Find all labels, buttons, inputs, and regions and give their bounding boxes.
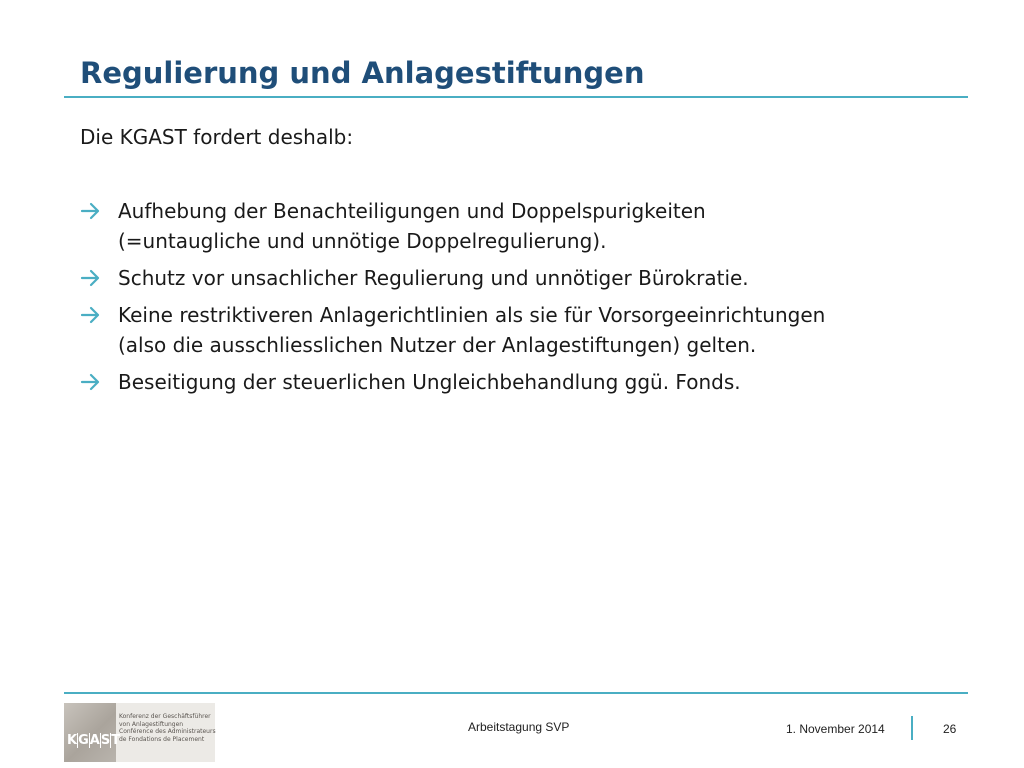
arrow-right-icon (80, 367, 102, 397)
logo-text-line: de Fondations de Placement (119, 735, 205, 743)
slide-title: Regulierung und Anlagestiftungen (80, 56, 645, 90)
bullet-item (80, 300, 960, 360)
logo-mark (64, 703, 121, 762)
intro-text: Die KGAST fordert deshalb: (80, 125, 354, 149)
logo-text-line: von Anlagestiftungen (119, 720, 184, 728)
bullet-line: Beseitigung der steuerlichen Ungleichbehandlung ggü. Fonds. (118, 370, 741, 394)
logo-text (119, 713, 216, 743)
logo-letter: G (78, 733, 89, 748)
logo-letter: T (111, 733, 121, 748)
bullet-line: (also die ausschliesslichen Nutzer der Anlagestiftungen) gelten. (118, 333, 757, 357)
bullet-item (80, 263, 960, 293)
arrow-right-icon (80, 196, 102, 226)
bullet-item (80, 196, 960, 256)
footer-date: 1. November 2014 (786, 722, 885, 736)
logo-letter: A (89, 733, 100, 748)
logo-letter: K (67, 733, 78, 748)
logo-letters (67, 733, 121, 748)
footer-divider (64, 692, 968, 694)
bullet-line: Schutz vor unsachlicher Regulierung und unnötiger Bürokratie. (118, 266, 749, 290)
bullet-line: (=untaugliche und unnötige Doppelregulierung). (118, 229, 607, 253)
title-divider (64, 96, 968, 98)
arrow-right-icon (80, 300, 102, 330)
logo-text-line: Konferenz der Geschäftsführer (119, 713, 211, 720)
footer-event: Arbeitstagung SVP (468, 720, 570, 734)
arrow-right-icon (80, 263, 102, 293)
logo-letter: S (100, 733, 111, 748)
bullet-line: Aufhebung der Benachteiligungen und Doppelspurigkeiten (118, 199, 706, 223)
bullet-list (80, 196, 960, 404)
logo-text-line: Conférence des Administrateurs (119, 728, 216, 735)
bullet-line: Keine restriktiveren Anlagerichtlinien als sie für Vorsorgeeinrichtungen (118, 303, 826, 327)
page-number: 26 (943, 722, 957, 736)
kgast-logo (64, 703, 215, 762)
footer-separator (911, 716, 913, 740)
bullet-item (80, 367, 960, 397)
